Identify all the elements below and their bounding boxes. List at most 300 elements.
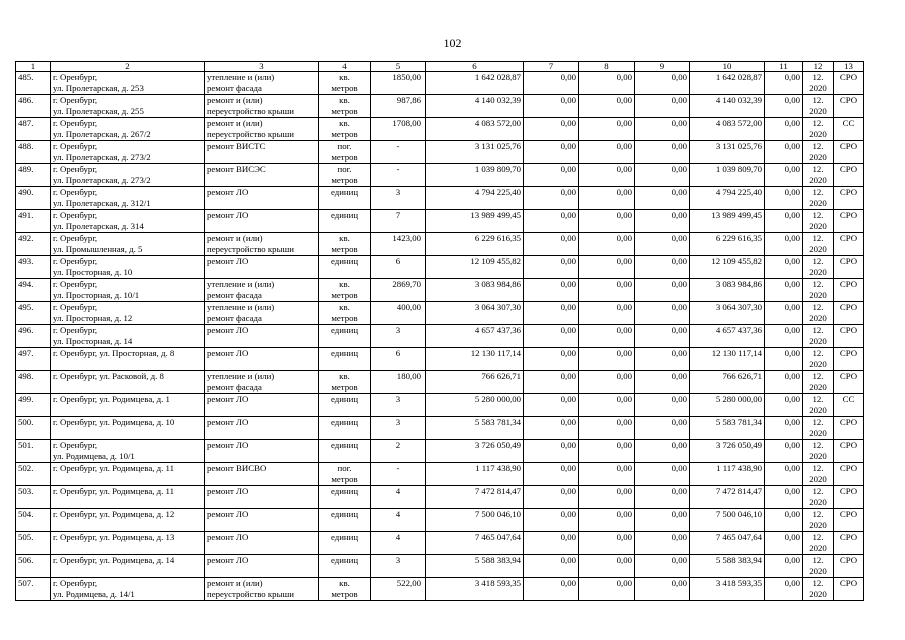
unit-line: метров bbox=[331, 313, 358, 323]
cost-cell: 0,00 bbox=[765, 256, 803, 279]
work-type-cell bbox=[205, 233, 319, 256]
deadline-year: 2020 bbox=[809, 290, 827, 300]
unit-line: единиц bbox=[330, 532, 359, 542]
quantity-cell: 3 bbox=[371, 394, 426, 417]
column-number: 7 bbox=[524, 62, 579, 72]
deadline-year: 2020 bbox=[809, 336, 827, 346]
unit-line: метров bbox=[331, 175, 358, 185]
work-type-line: ремонт фасада bbox=[207, 382, 262, 392]
unit-line: кв. bbox=[339, 72, 350, 82]
address-cell bbox=[51, 532, 205, 555]
row-number: 507. bbox=[16, 578, 51, 601]
cost-cell: 0,00 bbox=[579, 555, 635, 578]
fund-cost-cell: 7 465 047,64 bbox=[690, 532, 765, 555]
deadline-month: 12. bbox=[812, 164, 824, 174]
deadline-cell bbox=[803, 302, 834, 325]
deadline-year: 2020 bbox=[809, 267, 827, 277]
fund-cost-cell: 6 229 616,35 bbox=[690, 233, 765, 256]
work-type-line: переустройство крыши bbox=[207, 589, 294, 599]
total-cost-cell: 12 109 455,82 bbox=[426, 256, 524, 279]
work-type-cell bbox=[205, 302, 319, 325]
deadline-year: 2020 bbox=[809, 451, 827, 461]
work-type-cell bbox=[205, 509, 319, 532]
unit-line: кв. bbox=[339, 118, 350, 128]
work-type-line: утепление и (или) bbox=[207, 302, 275, 312]
deadline-cell bbox=[803, 578, 834, 601]
deadline-year: 2020 bbox=[809, 152, 827, 162]
cost-cell: 0,00 bbox=[579, 187, 635, 210]
work-type-cell bbox=[205, 141, 319, 164]
unit-line: единиц bbox=[330, 417, 359, 427]
fund-cost-cell: 4 140 032,39 bbox=[690, 95, 765, 118]
deadline-month: 12. bbox=[812, 394, 824, 404]
address-cell bbox=[51, 440, 205, 463]
deadline-month: 12. bbox=[812, 371, 824, 381]
total-cost-cell: 3 418 593,35 bbox=[426, 578, 524, 601]
unit-line: единиц bbox=[330, 440, 359, 450]
cost-cell: 0,00 bbox=[579, 417, 635, 440]
column-number: 3 bbox=[205, 62, 319, 72]
work-type-line: переустройство крыши bbox=[207, 106, 294, 116]
total-cost-cell: 4 657 437,36 bbox=[426, 325, 524, 348]
unit-cell bbox=[319, 440, 371, 463]
cost-cell: 0,00 bbox=[579, 532, 635, 555]
column-number-row bbox=[16, 62, 864, 72]
cost-cell: 0,00 bbox=[635, 417, 690, 440]
cost-cell: 0,00 bbox=[635, 325, 690, 348]
row-number: 506. bbox=[16, 555, 51, 578]
cost-cell: 0,00 bbox=[524, 509, 579, 532]
fund-cost-cell: 12 130 117,14 bbox=[690, 348, 765, 371]
unit-cell bbox=[319, 233, 371, 256]
cost-cell: 0,00 bbox=[765, 210, 803, 233]
address-cell bbox=[51, 486, 205, 509]
unit-line: единиц bbox=[330, 325, 359, 335]
work-type-line: ремонт фасада bbox=[207, 313, 262, 323]
cost-cell: 0,00 bbox=[765, 302, 803, 325]
deadline-year: 2020 bbox=[809, 359, 827, 369]
quantity-cell: 1708,00 bbox=[371, 118, 426, 141]
table-row bbox=[16, 371, 864, 394]
cost-cell: 0,00 bbox=[635, 578, 690, 601]
cost-cell: 0,00 bbox=[524, 463, 579, 486]
total-cost-cell: 3 131 025,76 bbox=[426, 141, 524, 164]
fund-cost-cell: 3 083 984,86 bbox=[690, 279, 765, 302]
cost-cell: 0,00 bbox=[579, 164, 635, 187]
column-number: 2 bbox=[51, 62, 205, 72]
unit-line: единиц bbox=[330, 509, 359, 519]
deadline-year: 2020 bbox=[809, 175, 827, 185]
work-type-line: ремонт ЛО bbox=[207, 532, 249, 542]
row-number: 489. bbox=[16, 164, 51, 187]
deadline-year: 2020 bbox=[809, 405, 827, 415]
address-line: г. Оренбург, ул. Расковой, д. 8 bbox=[53, 371, 164, 381]
deadline-month: 12. bbox=[812, 210, 824, 220]
column-number: 8 bbox=[579, 62, 635, 72]
work-type-line: ремонт ВИСВО bbox=[207, 463, 267, 473]
column-number: 9 bbox=[635, 62, 690, 72]
total-cost-cell: 3 726 050,49 bbox=[426, 440, 524, 463]
cost-cell: 0,00 bbox=[524, 210, 579, 233]
quantity-cell: 4 bbox=[371, 509, 426, 532]
work-type-cell bbox=[205, 118, 319, 141]
cost-cell: 0,00 bbox=[524, 394, 579, 417]
deadline-year: 2020 bbox=[809, 589, 827, 599]
address-cell bbox=[51, 118, 205, 141]
unit-line: пог. bbox=[337, 463, 352, 473]
quantity-cell: 6 bbox=[371, 256, 426, 279]
table-row bbox=[16, 555, 864, 578]
cost-cell: 0,00 bbox=[765, 371, 803, 394]
deadline-cell bbox=[803, 371, 834, 394]
row-number: 495. bbox=[16, 302, 51, 325]
method-cell: СРО bbox=[834, 233, 864, 256]
deadline-year: 2020 bbox=[809, 313, 827, 323]
cost-cell: 0,00 bbox=[579, 371, 635, 394]
quantity-cell: - bbox=[371, 141, 426, 164]
row-number: 494. bbox=[16, 279, 51, 302]
deadline-month: 12. bbox=[812, 325, 824, 335]
total-cost-cell: 1 039 809,70 bbox=[426, 164, 524, 187]
work-type-cell bbox=[205, 187, 319, 210]
fund-cost-cell: 5 588 383,94 bbox=[690, 555, 765, 578]
unit-line: единиц bbox=[330, 555, 359, 565]
cost-cell: 0,00 bbox=[635, 72, 690, 95]
address-cell bbox=[51, 578, 205, 601]
cost-cell: 0,00 bbox=[635, 440, 690, 463]
total-cost-cell: 3 083 984,86 bbox=[426, 279, 524, 302]
cost-cell: 0,00 bbox=[765, 187, 803, 210]
quantity-cell: 7 bbox=[371, 210, 426, 233]
unit-cell bbox=[319, 486, 371, 509]
cost-cell: 0,00 bbox=[579, 325, 635, 348]
address-line: ул. Просторная, д. 12 bbox=[53, 313, 133, 323]
cost-cell: 0,00 bbox=[635, 279, 690, 302]
unit-line: кв. bbox=[339, 233, 350, 243]
unit-line: единиц bbox=[330, 256, 359, 266]
deadline-year: 2020 bbox=[809, 221, 827, 231]
deadline-cell bbox=[803, 95, 834, 118]
unit-line: пог. bbox=[337, 164, 352, 174]
cost-cell: 0,00 bbox=[635, 509, 690, 532]
unit-line: единиц bbox=[330, 348, 359, 358]
cost-cell: 0,00 bbox=[765, 555, 803, 578]
work-type-cell bbox=[205, 578, 319, 601]
row-number: 490. bbox=[16, 187, 51, 210]
cost-cell: 0,00 bbox=[524, 256, 579, 279]
deadline-cell bbox=[803, 440, 834, 463]
work-type-line: ремонт ВИСТС bbox=[207, 141, 266, 151]
work-type-cell bbox=[205, 532, 319, 555]
page-number: 102 bbox=[443, 36, 462, 50]
method-cell: СРО bbox=[834, 509, 864, 532]
address-line: ул. Пролетарская, д. 314 bbox=[53, 221, 144, 231]
deadline-year: 2020 bbox=[809, 428, 827, 438]
row-number: 505. bbox=[16, 532, 51, 555]
cost-cell: 0,00 bbox=[524, 325, 579, 348]
method-cell: СРО bbox=[834, 210, 864, 233]
deadline-cell bbox=[803, 509, 834, 532]
row-number: 499. bbox=[16, 394, 51, 417]
method-cell: СРО bbox=[834, 371, 864, 394]
deadline-cell bbox=[803, 256, 834, 279]
cost-cell: 0,00 bbox=[765, 72, 803, 95]
register-table bbox=[15, 61, 864, 601]
column-number: 6 bbox=[426, 62, 524, 72]
unit-cell bbox=[319, 394, 371, 417]
address-line: г. Оренбург, bbox=[53, 325, 98, 335]
work-type-cell bbox=[205, 210, 319, 233]
unit-line: метров bbox=[331, 474, 358, 484]
method-cell: СРО bbox=[834, 417, 864, 440]
deadline-month: 12. bbox=[812, 555, 824, 565]
address-line: ул. Пролетарская, д. 312/1 bbox=[53, 198, 151, 208]
total-cost-cell: 4 140 032,39 bbox=[426, 95, 524, 118]
method-cell: СРО bbox=[834, 555, 864, 578]
address-cell bbox=[51, 394, 205, 417]
cost-cell: 0,00 bbox=[579, 394, 635, 417]
work-type-line: ремонт и (или) bbox=[207, 95, 263, 105]
cost-cell: 0,00 bbox=[765, 325, 803, 348]
table-row bbox=[16, 348, 864, 371]
fund-cost-cell: 12 109 455,82 bbox=[690, 256, 765, 279]
total-cost-cell: 5 280 000,00 bbox=[426, 394, 524, 417]
cost-cell: 0,00 bbox=[524, 371, 579, 394]
address-line: ул. Родимцева, д. 10/1 bbox=[53, 451, 135, 461]
work-type-line: ремонт ЛО bbox=[207, 509, 249, 519]
unit-line: единиц bbox=[330, 486, 359, 496]
row-number: 488. bbox=[16, 141, 51, 164]
table-row bbox=[16, 486, 864, 509]
unit-cell bbox=[319, 532, 371, 555]
column-number: 5 bbox=[371, 62, 426, 72]
cost-cell: 0,00 bbox=[765, 118, 803, 141]
cost-cell: 0,00 bbox=[579, 233, 635, 256]
table-row bbox=[16, 302, 864, 325]
cost-cell: 0,00 bbox=[524, 417, 579, 440]
unit-line: метров bbox=[331, 106, 358, 116]
cost-cell: 0,00 bbox=[524, 233, 579, 256]
cost-cell: 0,00 bbox=[765, 417, 803, 440]
unit-cell bbox=[319, 348, 371, 371]
cost-cell: 0,00 bbox=[579, 118, 635, 141]
column-number: 4 bbox=[319, 62, 371, 72]
method-cell: СРО bbox=[834, 486, 864, 509]
address-line: г. Оренбург, bbox=[53, 210, 98, 220]
work-type-cell bbox=[205, 394, 319, 417]
total-cost-cell: 7 500 046,10 bbox=[426, 509, 524, 532]
row-number: 503. bbox=[16, 486, 51, 509]
unit-cell bbox=[319, 187, 371, 210]
work-type-line: ремонт ЛО bbox=[207, 187, 249, 197]
unit-cell bbox=[319, 256, 371, 279]
total-cost-cell: 12 130 117,14 bbox=[426, 348, 524, 371]
address-line: г. Оренбург, ул. Родимцева, д. 11 bbox=[53, 486, 174, 496]
deadline-month: 12. bbox=[812, 187, 824, 197]
unit-cell bbox=[319, 325, 371, 348]
cost-cell: 0,00 bbox=[635, 95, 690, 118]
cost-cell: 0,00 bbox=[635, 233, 690, 256]
unit-cell bbox=[319, 371, 371, 394]
cost-cell: 0,00 bbox=[635, 463, 690, 486]
fund-cost-cell: 3 131 025,76 bbox=[690, 141, 765, 164]
cost-cell: 0,00 bbox=[635, 302, 690, 325]
row-number: 491. bbox=[16, 210, 51, 233]
table-row bbox=[16, 95, 864, 118]
address-line: г. Оренбург, bbox=[53, 164, 98, 174]
fund-cost-cell: 4 794 225,40 bbox=[690, 187, 765, 210]
table-row bbox=[16, 187, 864, 210]
work-type-line: ремонт ЛО bbox=[207, 417, 249, 427]
deadline-month: 12. bbox=[812, 440, 824, 450]
work-type-line: ремонт фасада bbox=[207, 290, 262, 300]
fund-cost-cell: 1 642 028,87 bbox=[690, 72, 765, 95]
row-number: 492. bbox=[16, 233, 51, 256]
cost-cell: 0,00 bbox=[765, 164, 803, 187]
address-line: г. Оренбург, bbox=[53, 72, 98, 82]
deadline-month: 12. bbox=[812, 256, 824, 266]
column-number: 1 bbox=[16, 62, 51, 72]
quantity-cell: 3 bbox=[371, 325, 426, 348]
cost-cell: 0,00 bbox=[635, 256, 690, 279]
address-line: г. Оренбург, ул. Родимцева, д. 12 bbox=[53, 509, 175, 519]
deadline-year: 2020 bbox=[809, 244, 827, 254]
row-number: 504. bbox=[16, 509, 51, 532]
address-cell bbox=[51, 233, 205, 256]
table-row bbox=[16, 233, 864, 256]
total-cost-cell: 7 472 814,47 bbox=[426, 486, 524, 509]
work-type-line: ремонт и (или) bbox=[207, 578, 263, 588]
address-cell bbox=[51, 463, 205, 486]
deadline-cell bbox=[803, 532, 834, 555]
deadline-cell bbox=[803, 486, 834, 509]
deadline-cell bbox=[803, 463, 834, 486]
unit-cell bbox=[319, 141, 371, 164]
work-type-cell bbox=[205, 325, 319, 348]
address-line: г. Оренбург, ул. Родимцева, д. 10 bbox=[53, 417, 175, 427]
address-line: г. Оренбург, ул. Родимцева, д. 11 bbox=[53, 463, 174, 473]
cost-cell: 0,00 bbox=[635, 394, 690, 417]
fund-cost-cell: 766 626,71 bbox=[690, 371, 765, 394]
address-line: г. Оренбург, bbox=[53, 233, 98, 243]
work-type-cell bbox=[205, 256, 319, 279]
address-cell bbox=[51, 164, 205, 187]
table-row bbox=[16, 164, 864, 187]
deadline-year: 2020 bbox=[809, 566, 827, 576]
deadline-cell bbox=[803, 141, 834, 164]
cost-cell: 0,00 bbox=[635, 164, 690, 187]
deadline-year: 2020 bbox=[809, 474, 827, 484]
table-row bbox=[16, 256, 864, 279]
deadline-year: 2020 bbox=[809, 129, 827, 139]
quantity-cell: 4 bbox=[371, 532, 426, 555]
table-row bbox=[16, 578, 864, 601]
total-cost-cell: 1 642 028,87 bbox=[426, 72, 524, 95]
address-line: ул. Пролетарская, д. 273/2 bbox=[53, 152, 151, 162]
deadline-month: 12. bbox=[812, 302, 824, 312]
address-cell bbox=[51, 509, 205, 532]
cost-cell: 0,00 bbox=[635, 532, 690, 555]
method-cell: СС bbox=[834, 394, 864, 417]
cost-cell: 0,00 bbox=[635, 555, 690, 578]
row-number: 487. bbox=[16, 118, 51, 141]
address-cell bbox=[51, 417, 205, 440]
method-cell: СС bbox=[834, 118, 864, 141]
table-row bbox=[16, 72, 864, 95]
total-cost-cell: 4 083 572,00 bbox=[426, 118, 524, 141]
total-cost-cell: 4 794 225,40 bbox=[426, 187, 524, 210]
address-cell bbox=[51, 325, 205, 348]
deadline-month: 12. bbox=[812, 141, 824, 151]
cost-cell: 0,00 bbox=[765, 486, 803, 509]
cost-cell: 0,00 bbox=[765, 532, 803, 555]
unit-cell bbox=[319, 72, 371, 95]
cost-cell: 0,00 bbox=[635, 348, 690, 371]
total-cost-cell: 766 626,71 bbox=[426, 371, 524, 394]
cost-cell: 0,00 bbox=[635, 371, 690, 394]
total-cost-cell: 1 117 438,90 bbox=[426, 463, 524, 486]
table-row bbox=[16, 325, 864, 348]
work-type-cell bbox=[205, 440, 319, 463]
address-cell bbox=[51, 348, 205, 371]
cost-cell: 0,00 bbox=[524, 95, 579, 118]
total-cost-cell: 13 989 499,45 bbox=[426, 210, 524, 233]
cost-cell: 0,00 bbox=[524, 141, 579, 164]
unit-line: единиц bbox=[330, 210, 359, 220]
address-cell bbox=[51, 256, 205, 279]
method-cell: СРО bbox=[834, 348, 864, 371]
unit-line: единиц bbox=[330, 187, 359, 197]
fund-cost-cell: 7 472 814,47 bbox=[690, 486, 765, 509]
column-number: 13 bbox=[834, 62, 864, 72]
row-number: 502. bbox=[16, 463, 51, 486]
cost-cell: 0,00 bbox=[579, 463, 635, 486]
cost-cell: 0,00 bbox=[524, 555, 579, 578]
cost-cell: 0,00 bbox=[765, 578, 803, 601]
quantity-cell: 3 bbox=[371, 417, 426, 440]
cost-cell: 0,00 bbox=[765, 348, 803, 371]
cost-cell: 0,00 bbox=[524, 486, 579, 509]
total-cost-cell: 7 465 047,64 bbox=[426, 532, 524, 555]
work-type-line: ремонт ЛО bbox=[207, 210, 249, 220]
deadline-month: 12. bbox=[812, 279, 824, 289]
unit-line: метров bbox=[331, 290, 358, 300]
fund-cost-cell: 4 657 437,36 bbox=[690, 325, 765, 348]
table-row bbox=[16, 210, 864, 233]
cost-cell: 0,00 bbox=[765, 509, 803, 532]
unit-cell bbox=[319, 555, 371, 578]
deadline-month: 12. bbox=[812, 463, 824, 473]
address-line: г. Оренбург, bbox=[53, 95, 98, 105]
address-line: ул. Просторная, д. 14 bbox=[53, 336, 133, 346]
work-type-line: ремонт ЛО bbox=[207, 348, 249, 358]
method-cell: СРО bbox=[834, 141, 864, 164]
address-line: ул. Родимцева, д. 14/1 bbox=[53, 589, 135, 599]
deadline-cell bbox=[803, 118, 834, 141]
cost-cell: 0,00 bbox=[765, 440, 803, 463]
fund-cost-cell: 3 064 307,30 bbox=[690, 302, 765, 325]
table-row bbox=[16, 532, 864, 555]
address-cell bbox=[51, 187, 205, 210]
cost-cell: 0,00 bbox=[765, 141, 803, 164]
deadline-cell bbox=[803, 325, 834, 348]
address-cell bbox=[51, 555, 205, 578]
work-type-line: ремонт ЛО bbox=[207, 394, 249, 404]
cost-cell: 0,00 bbox=[635, 210, 690, 233]
cost-cell: 0,00 bbox=[524, 348, 579, 371]
cost-cell: 0,00 bbox=[524, 164, 579, 187]
address-line: г. Оренбург, bbox=[53, 256, 98, 266]
